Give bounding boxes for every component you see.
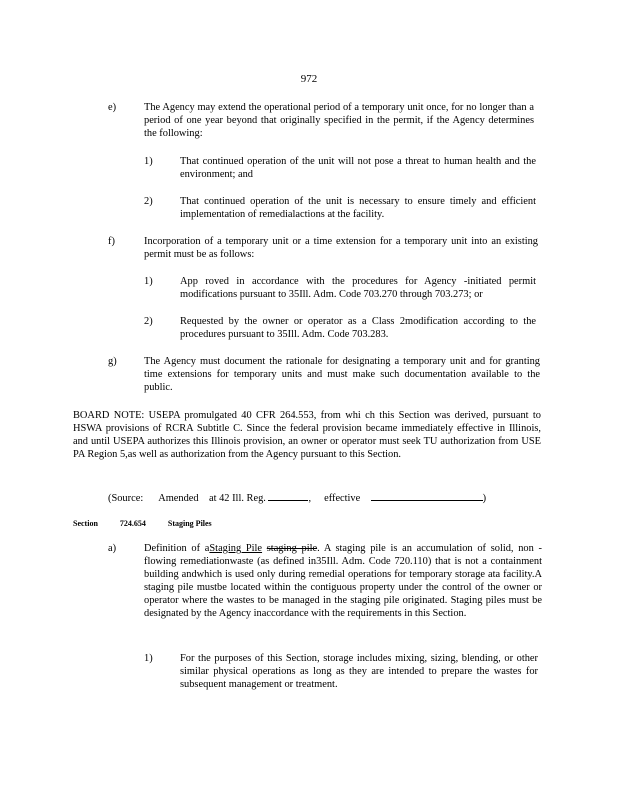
section-heading <box>73 517 232 530</box>
definition-rest: . A staging pile is an accumulation of solid, non -flowing remediationwaste (as defined in35Ill. Adm. Code 720.110) that is not a containment building andwhich is used only during remedial operations for temporary storage ata facility.A staging pile mustbe located within the contiguous property under the control of the owner or operator where the wastes to be managed in the staging pile originated. Staging piles must be designated by the Agency inaccordance with the requirements in this Section. <box>144 543 542 619</box>
item-text: That continued operation of the unit will not pose a threat to human health and the environment; and <box>180 156 536 180</box>
subsection-label: e) <box>108 102 117 113</box>
subsection-label: a) <box>108 543 117 554</box>
definition-lead: Definition of a <box>144 543 210 554</box>
item-label: 2) <box>144 316 153 327</box>
subsection-text: The Agency must document the rationale for designating a temporary unit and for granting time extensions for temporary units and must make such documentation available to the public. <box>144 356 540 393</box>
section-word: Section <box>73 519 98 528</box>
source-note <box>108 490 528 505</box>
subsection-g <box>108 355 540 394</box>
item-label: 2) <box>144 196 153 207</box>
item-text: App roved in accordance with the procedures for Agency -initiated permit modifications pursuant to 35Ill. Adm. Code 703.270 through 703.273; or <box>180 276 536 300</box>
source-close: ) <box>482 493 487 504</box>
subsection-a-item-1 <box>144 652 538 691</box>
source-comma: , <box>308 493 312 504</box>
definition-struck: staging pile <box>266 543 318 554</box>
register-page-blank <box>268 490 308 501</box>
source-amended: Amended <box>158 493 199 504</box>
section-number: 724.654 <box>119 519 146 528</box>
subsection-e-item-1 <box>144 155 536 181</box>
item-label: 1) <box>144 156 153 167</box>
item-label: 1) <box>144 276 153 287</box>
item-text: Requested by the owner or operator as a Class 2modification according to the procedures pursuant to 35Ill. Adm. Code 703.283. <box>180 316 536 340</box>
subsection-f <box>108 235 538 261</box>
item-label: 1) <box>144 653 153 664</box>
definition-underlined: Staging Pile <box>209 543 263 554</box>
subsection-e-item-2 <box>144 195 536 221</box>
subsection-f-item-2 <box>144 315 536 341</box>
source-open: (Source: <box>108 493 144 504</box>
item-text: That continued operation of the unit is necessary to ensure timely and efficient implementation of remedialactions at the facility. <box>180 196 536 220</box>
effective-date-blank <box>371 490 483 501</box>
subsection-f-item-1 <box>144 275 536 301</box>
source-effective: effective <box>324 493 361 504</box>
subsection-label: f) <box>108 236 115 247</box>
subsection-e <box>108 101 534 140</box>
page-number: 972 <box>300 73 318 85</box>
subsection-text: Incorporation of a temporary unit or a time extension for a temporary unit into an existing permit must be as follows: <box>144 236 538 260</box>
source-register: at 42 Ill. Reg. <box>209 493 266 504</box>
subsection-label: g) <box>108 356 117 367</box>
subsection-text <box>144 542 542 620</box>
section-title: Staging Piles <box>167 519 212 528</box>
item-text: For the purposes of this Section, storage includes mixing, sizing, blending, or other similar physical operations as long as they are intended to prepare the wastes for subsequent management or treatment. <box>180 653 538 690</box>
board-note: BOARD NOTE: USEPA promulgated 40 CFR 264.553, from whi ch this Section was derived, pursuant to HSWA provisions of RCRA Subtitle C. Since the federal provision became immediately effective in Illinois, and until USEPA authorizes this Illinois provision, an owner or operator must seek TU authorization from USE PA Region 5,as well as authorization from the Agency pursuant to this Section. <box>73 410 541 460</box>
subsection-text: The Agency may extend the operational period of a temporary unit once, for no longer than a period of one year beyond that originally specified in the permit, if the Agency determines the following: <box>144 102 534 139</box>
subsection-a <box>108 542 542 620</box>
